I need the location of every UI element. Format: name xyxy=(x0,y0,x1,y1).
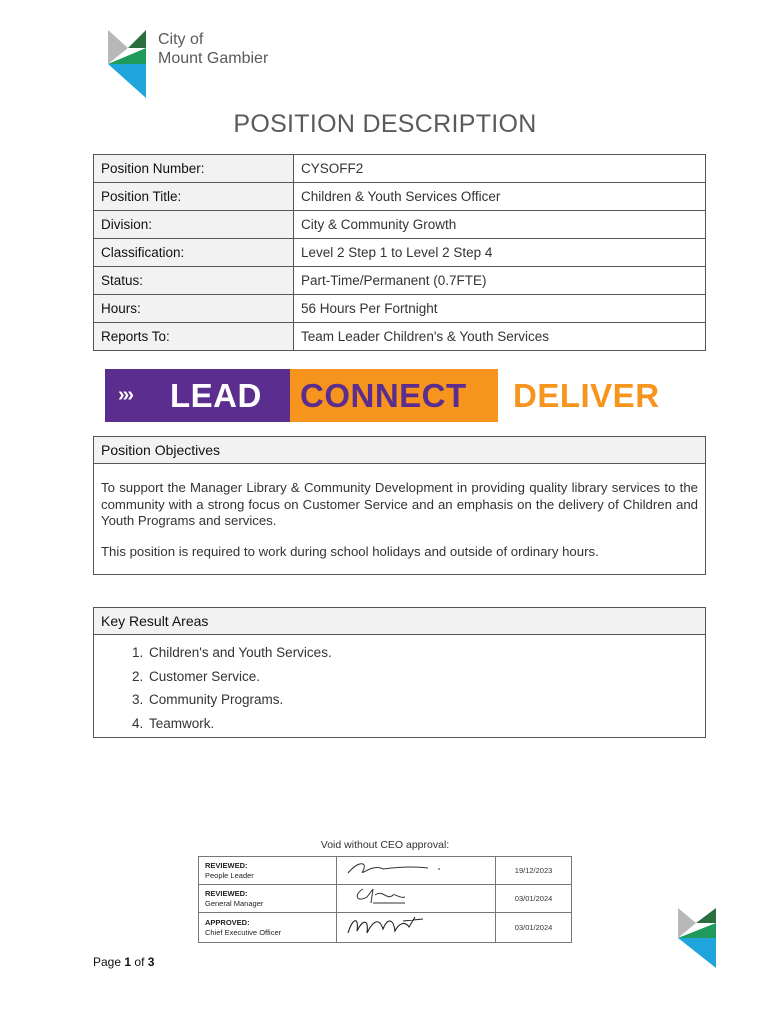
logo-line1: City of xyxy=(158,31,204,48)
table-row xyxy=(199,857,572,885)
row-value: 56 Hours Per Fortnight xyxy=(294,295,706,323)
approval-label xyxy=(199,857,337,885)
signature-icon xyxy=(343,885,473,907)
approval-date: 03/01/2024 xyxy=(496,885,572,913)
table-row xyxy=(199,885,572,913)
table-row xyxy=(94,211,706,239)
row-value: City & Community Growth xyxy=(294,211,706,239)
page-title: POSITION DESCRIPTION xyxy=(233,110,537,138)
page-total: 3 xyxy=(147,955,155,969)
kra-list xyxy=(94,641,705,735)
table-row xyxy=(94,183,706,211)
banner-lead-text: LEAD xyxy=(170,377,262,414)
banner-arrows-icon: ››› xyxy=(118,384,132,406)
table-row xyxy=(94,155,706,183)
objectives-paragraph: To support the Manager Library & Community Development in providing quality library services to the community with a strong focus on Customer Service and an emphasis on the delivery of Children and Youth Programs and services. xyxy=(101,480,698,528)
logo-line2: Mount Gambier xyxy=(158,50,269,67)
row-value: Children & Youth Services Officer xyxy=(294,183,706,211)
position-info-table xyxy=(93,154,706,351)
signature xyxy=(337,885,496,913)
row-label: Reports To: xyxy=(94,323,294,351)
row-label: Classification: xyxy=(94,239,294,267)
table-row xyxy=(94,295,706,323)
approval-label xyxy=(199,885,337,913)
page-current: 1 xyxy=(124,955,132,969)
row-value: Level 2 Step 1 to Level 2 Step 4 xyxy=(294,239,706,267)
approval-date: 19/12/2023 xyxy=(496,857,572,885)
table-row xyxy=(199,913,572,943)
approval-role: General Manager xyxy=(205,898,264,908)
row-label: Hours: xyxy=(94,295,294,323)
approval-table xyxy=(198,856,572,943)
page-of: of xyxy=(134,955,145,969)
page-number xyxy=(93,955,154,969)
signature xyxy=(337,857,496,885)
row-label: Position Title: xyxy=(94,183,294,211)
objectives-heading: Position Objectives xyxy=(94,437,705,464)
signature-icon xyxy=(343,913,473,937)
list-item: 4. Teamwork. xyxy=(147,712,705,736)
position-objectives-box xyxy=(93,436,706,575)
table-row xyxy=(94,239,706,267)
row-value: CYSOFF2 xyxy=(294,155,706,183)
row-label: Position Number: xyxy=(94,155,294,183)
list-item: 3. Community Programs. xyxy=(147,688,705,712)
approval-role: People Leader xyxy=(205,870,254,880)
banner-connect-text: CONNECT xyxy=(300,377,467,414)
table-row xyxy=(94,267,706,295)
list-item: 1. Children's and Youth Services. xyxy=(147,641,705,665)
objectives-paragraph: This position is required to work during school holidays and outside of ordinary hours. xyxy=(101,543,599,559)
approval-status: REVIEWED: xyxy=(205,888,248,898)
banner-deliver-text: DELIVER xyxy=(513,377,660,414)
approval-label xyxy=(199,913,337,943)
row-label: Division: xyxy=(94,211,294,239)
list-item: 2. Customer Service. xyxy=(147,665,705,689)
logo-text xyxy=(158,30,268,68)
key-result-areas-box xyxy=(93,607,706,738)
row-label: Status: xyxy=(94,267,294,295)
approval-status: REVIEWED: xyxy=(205,860,248,870)
signature xyxy=(337,913,496,943)
kra-heading: Key Result Areas xyxy=(94,608,705,635)
signature-icon xyxy=(343,857,473,879)
approval-date: 03/01/2024 xyxy=(496,913,572,943)
page-prefix: Page xyxy=(93,955,122,969)
approval-status: APPROVED: xyxy=(205,917,250,927)
approval-role: Chief Executive Officer xyxy=(205,927,282,937)
void-notice: Void without CEO approval: xyxy=(320,839,450,851)
corner-logo-icon xyxy=(678,908,718,970)
row-value: Part-Time/Permanent (0.7FTE) xyxy=(294,267,706,295)
row-value: Team Leader Children's & Youth Services xyxy=(294,323,706,351)
table-row xyxy=(94,323,706,351)
